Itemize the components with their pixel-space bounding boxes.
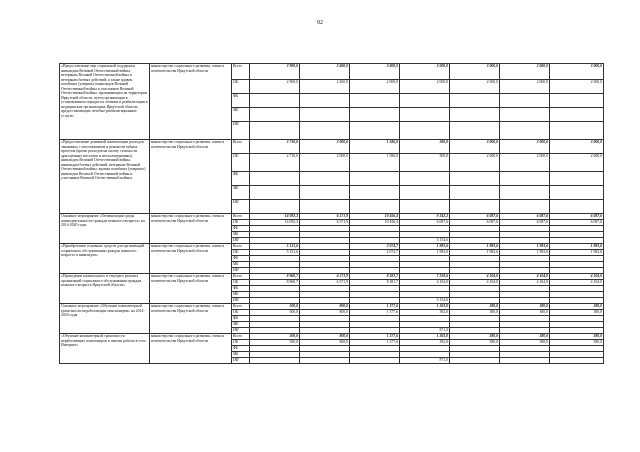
funding-source: ФБ (232, 286, 250, 292)
amount-cell: 3 154,6 (400, 238, 450, 244)
amount-cell (500, 200, 550, 214)
amount-cell (300, 94, 350, 108)
measure-name: Основное мероприятие «Обучение компьютерной грамотности неработающих пенсионеров» на 2014-2020 годы (60, 304, 150, 334)
amount-cell (450, 186, 500, 200)
amount-cell: 1 983,6 (400, 244, 450, 250)
amount-cell: 4 104,0 (450, 274, 500, 280)
funding-source: ФБ (232, 94, 250, 108)
amount-cell: 871,0 (400, 328, 450, 334)
amount-cell: 2 074,7 (350, 250, 400, 256)
amount-cell (250, 200, 300, 214)
amount-cell: 6 571,9 (300, 220, 350, 226)
funding-source: Всего (232, 334, 250, 340)
funding-source: МБ (232, 108, 250, 122)
amount-cell: 1 983,6 (550, 250, 604, 256)
amount-cell: 380,0 (550, 304, 604, 310)
funding-source: МБ (232, 322, 250, 328)
funding-source: ОБ (232, 310, 250, 316)
amount-cell: 1 983,6 (500, 250, 550, 256)
funding-source: Всего (232, 274, 250, 280)
responsible-executor: министерство социального развития, опеки и попечительства Иркутской области (150, 244, 232, 274)
amount-cell (300, 122, 350, 140)
amount-cell: 380,0 (450, 310, 500, 316)
page-number: 92 (317, 20, 323, 26)
amount-cell: 380,0 (450, 304, 500, 310)
amount-cell: 392,0 (400, 310, 450, 316)
amount-cell (500, 108, 550, 122)
funding-source: ОБ (232, 220, 250, 226)
amount-cell: 800,0 (300, 340, 350, 346)
amount-cell: 1 586,0 (350, 140, 400, 154)
amount-cell: 1 983,6 (450, 250, 500, 256)
amount-cell: 500,0 (250, 310, 300, 316)
amount-cell (300, 358, 350, 364)
amount-cell (250, 94, 300, 108)
amount-cell (500, 358, 550, 364)
amount-cell: 500,0 (250, 340, 300, 346)
amount-cell: 14 092,3 (250, 214, 300, 220)
amount-cell: 1 377,6 (350, 334, 400, 340)
funding-source: ОБ (232, 280, 250, 286)
amount-cell: 8 381,7 (350, 274, 400, 280)
amount-cell: 2 000,0 (350, 64, 400, 80)
amount-cell: 2 000,0 (350, 80, 400, 94)
amount-cell: 4 104,0 (400, 280, 450, 286)
funding-source: Всего (232, 244, 250, 250)
amount-cell (300, 200, 350, 214)
amount-cell (400, 94, 450, 108)
amount-cell: 1 983,6 (450, 244, 500, 250)
funding-source: ИИ (232, 298, 250, 304)
funding-source: Всего (232, 64, 250, 80)
measure-name: «Предоставление денежной компенсации расходов, связанных с изготовлением и ремонтом зубных протезов (кроме расходов на оплату стоимости драгоценных металлов и металлокерамики), инвалидам Великой Отечественной войны, инвалидам боевых действий, ветеранам Великой Отечественной войны, вдовам погибших (умерших) инвалидов Великой Отечественной войны и участников Великой Отечественной войны» (60, 140, 150, 214)
amount-cell (550, 172, 604, 186)
amount-cell: 2 710,0 (250, 140, 300, 154)
amount-cell: 2 000,0 (300, 154, 350, 172)
amount-cell (350, 94, 400, 108)
funding-source: ИИ (232, 358, 250, 364)
funding-source: ИИ (232, 238, 250, 244)
amount-cell: 2 000,0 (550, 140, 604, 154)
amount-cell: 2 900,0 (250, 64, 300, 80)
amount-cell: 500,0 (250, 334, 300, 340)
amount-cell: 2 000,0 (400, 64, 450, 80)
amount-cell: 2 400,0 (300, 64, 350, 80)
amount-cell (400, 172, 450, 186)
measure-name: «Предоставление мер социальной поддержки инвалидам Великой Отечественной войны, ветеранам Великой Отечественной войны и ветеранам боевых действий, а также вдовам погибших (умерших) инвалидов Великой Отечественной войны и участников Великой Отечественной войны, проживающим на территории Иркутской области, путем организации в установленном порядке их лечения и реабилитации в медицинских организациях Иркутской области, предоставляющих лечебно-реабилитационные услуги» (60, 64, 150, 140)
amount-cell: 2 074,7 (350, 244, 400, 250)
amount-cell (550, 122, 604, 140)
amount-cell (550, 358, 604, 364)
amount-cell (250, 108, 300, 122)
funding-source: МБ (232, 186, 250, 200)
funding-source: ФБ (232, 172, 250, 186)
amount-cell: 6 087,6 (500, 220, 550, 226)
amount-cell: 392,0 (400, 340, 450, 346)
funding-source: Всего (232, 304, 250, 310)
amount-cell: 6 087,6 (550, 220, 604, 226)
amount-cell: 800,0 (300, 310, 350, 316)
amount-cell: 1 263,0 (400, 304, 450, 310)
measure-name: Основное мероприятие «Оптимизация среды жизнедеятельности граждан пожилого возраста» на 2014-2020 годы (60, 214, 150, 244)
amount-cell: 5 131,6 (250, 250, 300, 256)
amount-cell: 6 571,9 (300, 214, 350, 220)
amount-cell (350, 186, 400, 200)
amount-cell: 2 000,0 (400, 80, 450, 94)
funding-source: ИИ (232, 328, 250, 334)
amount-cell: 2 000,0 (500, 80, 550, 94)
amount-cell: 2 000,0 (550, 64, 604, 80)
amount-cell: 1 983,6 (400, 250, 450, 256)
table-row (60, 64, 604, 80)
responsible-executor: министерство социального развития, опеки и попечительства Иркутской области (150, 334, 232, 364)
amount-cell (250, 172, 300, 186)
funding-source: ОБ (232, 250, 250, 256)
amount-cell (450, 172, 500, 186)
amount-cell: 2 710,0 (250, 154, 300, 172)
amount-cell: 380,0 (550, 310, 604, 316)
responsible-executor: министерство социального развития, опеки и попечительства Иркутской области (150, 140, 232, 214)
amount-cell: 6 087,6 (400, 220, 450, 226)
amount-cell (350, 358, 400, 364)
amount-cell: 14 092,3 (250, 220, 300, 226)
amount-cell (450, 122, 500, 140)
amount-cell (400, 122, 450, 140)
amount-cell: 800,0 (300, 334, 350, 340)
amount-cell: 2 000,0 (450, 80, 500, 94)
amount-cell (550, 94, 604, 108)
amount-cell: 1 377,6 (350, 310, 400, 316)
amount-cell: 4 104,0 (450, 280, 500, 286)
amount-cell (400, 108, 450, 122)
amount-cell (550, 186, 604, 200)
funding-source: ФБ (232, 256, 250, 262)
amount-cell (500, 94, 550, 108)
amount-cell: 800,0 (300, 304, 350, 310)
amount-cell (350, 172, 400, 186)
amount-cell: 4 104,0 (500, 280, 550, 286)
responsible-executor: министерство социального развития, опеки и попечительства Иркутской области (150, 64, 232, 140)
amount-cell: 6 571,9 (300, 274, 350, 280)
amount-cell: 380,0 (550, 340, 604, 346)
measure-name: «Проведение капитального и текущего ремонта организаций социального обслуживания граждан пожилого возраста Иркутской области» (60, 274, 150, 304)
amount-cell: 2 900,0 (250, 80, 300, 94)
funding-source: ИИ (232, 200, 250, 214)
amount-cell: 2 000,0 (450, 64, 500, 80)
amount-cell (350, 108, 400, 122)
amount-cell: 380,0 (450, 334, 500, 340)
funding-source: ФБ (232, 226, 250, 232)
amount-cell (250, 186, 300, 200)
amount-cell: 10 456,4 (350, 214, 400, 220)
funding-source: МБ (232, 352, 250, 358)
amount-cell: 6 571,9 (300, 280, 350, 286)
amount-cell: 380,0 (500, 310, 550, 316)
amount-cell: 500,0 (250, 304, 300, 310)
funding-source: ФБ (232, 316, 250, 322)
amount-cell: 1 586,0 (350, 154, 400, 172)
funding-source: Всего (232, 214, 250, 220)
amount-cell: 2 000,0 (300, 140, 350, 154)
amount-cell: 500,0 (400, 154, 450, 172)
table-row (60, 140, 604, 154)
amount-cell: 380,0 (550, 334, 604, 340)
funding-source: ОБ (232, 340, 250, 346)
funding-source: МБ (232, 292, 250, 298)
amount-cell (550, 108, 604, 122)
amount-cell: 380,0 (500, 304, 550, 310)
amount-cell: 2 000,0 (450, 154, 500, 172)
amount-cell (350, 200, 400, 214)
amount-cell: 6 087,6 (450, 220, 500, 226)
amount-cell: 7 258,6 (400, 274, 450, 280)
funding-source: МБ (232, 262, 250, 268)
amount-cell: 4 104,0 (550, 280, 604, 286)
amount-cell: 1 377,6 (350, 340, 400, 346)
amount-cell: 9 242,2 (400, 214, 450, 220)
amount-cell: 2 000,0 (550, 154, 604, 172)
amount-cell: 1 983,6 (500, 244, 550, 250)
amount-cell: 6 087,6 (550, 214, 604, 220)
amount-cell (250, 358, 300, 364)
amount-cell: 1 983,6 (550, 244, 604, 250)
amount-cell (400, 200, 450, 214)
amount-cell: 2 000,0 (500, 140, 550, 154)
amount-cell: 5 131,6 (250, 244, 300, 250)
amount-cell: 8 960,7 (250, 274, 300, 280)
amount-cell: 380,0 (500, 340, 550, 346)
amount-cell: 2 000,0 (450, 140, 500, 154)
amount-cell (500, 172, 550, 186)
amount-cell (550, 200, 604, 214)
amount-cell: 2 000,0 (550, 80, 604, 94)
responsible-executor: министерство социального развития, опеки и попечительства Иркутской области (150, 304, 232, 334)
amount-cell (450, 358, 500, 364)
funding-source: ФБ (232, 346, 250, 352)
amount-cell (300, 172, 350, 186)
funding-source: ОБ (232, 80, 250, 94)
amount-cell (500, 122, 550, 140)
amount-cell: 500,0 (400, 140, 450, 154)
amount-cell: 4 104,0 (500, 274, 550, 280)
amount-cell: 8 960,7 (250, 280, 300, 286)
budget-table (59, 63, 604, 364)
amount-cell: 2 400,0 (300, 80, 350, 94)
amount-cell: 6 087,6 (450, 214, 500, 220)
amount-cell: 2 000,0 (500, 154, 550, 172)
responsible-executor: министерство социального развития, опеки и попечительства Иркутской области (150, 214, 232, 244)
amount-cell: 1 263,0 (400, 334, 450, 340)
amount-cell: 6 087,6 (500, 214, 550, 220)
amount-cell: 2 000,0 (500, 64, 550, 80)
responsible-executor: министерство социального развития, опеки и попечительства Иркутской области (150, 274, 232, 304)
funding-source: Всего (232, 140, 250, 154)
amount-cell: 10 456,4 (350, 220, 400, 226)
amount-cell (500, 186, 550, 200)
amount-cell (450, 200, 500, 214)
amount-cell (250, 122, 300, 140)
amount-cell: 871,0 (400, 358, 450, 364)
amount-cell (350, 122, 400, 140)
funding-source: ИИ (232, 268, 250, 274)
amount-cell: 3 154,6 (400, 298, 450, 304)
amount-cell: 380,0 (450, 340, 500, 346)
funding-source: ОБ (232, 154, 250, 172)
amount-cell (300, 186, 350, 200)
amount-cell: 4 104,0 (550, 274, 604, 280)
amount-cell: 380,0 (500, 334, 550, 340)
amount-cell (450, 94, 500, 108)
measure-name: «Обучение компьютерной грамотности неработающих пенсионеров и пенсии работы в сети Интернет» (60, 334, 150, 364)
amount-cell: 8 381,7 (350, 280, 400, 286)
funding-source: МБ (232, 232, 250, 238)
funding-source: ИИ (232, 122, 250, 140)
measure-name: «Приобретение основных средств для организаций социального обслуживания граждан пожилого возраста и инвалидов» (60, 244, 150, 274)
amount-cell (300, 108, 350, 122)
amount-cell: 1 377,6 (350, 304, 400, 310)
amount-cell (400, 186, 450, 200)
amount-cell (450, 108, 500, 122)
